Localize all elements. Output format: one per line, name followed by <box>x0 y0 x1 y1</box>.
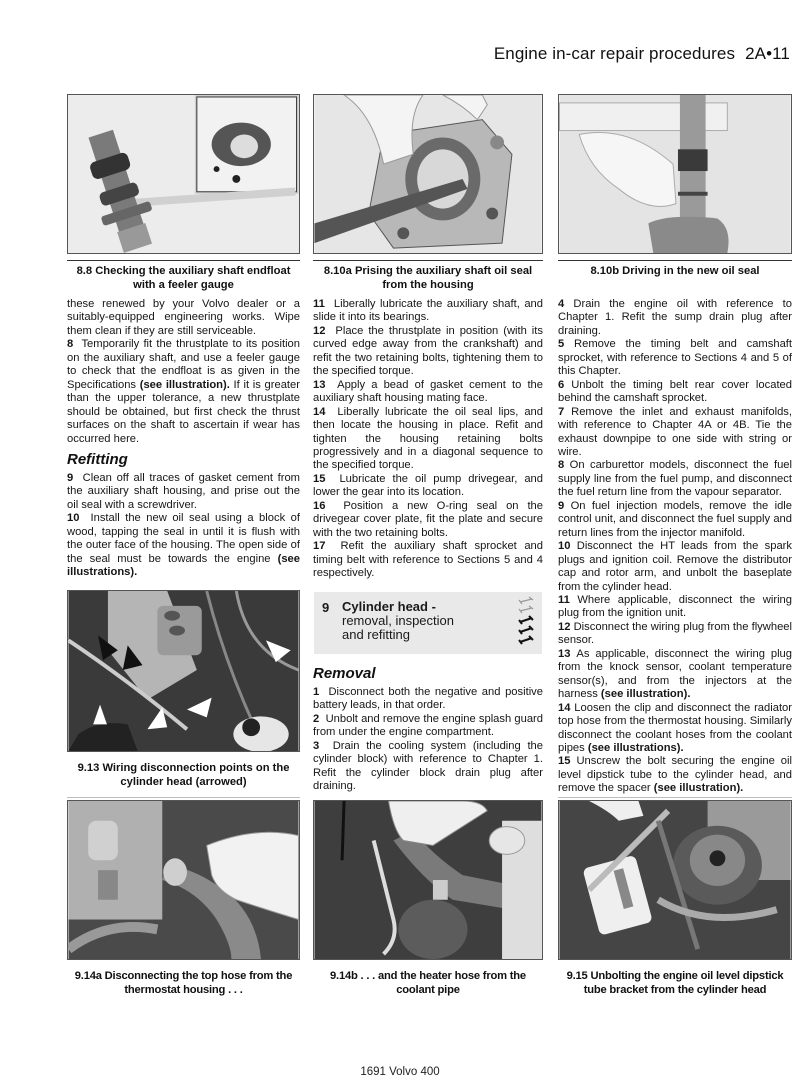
photo-9-15 <box>558 800 792 960</box>
text-column-2 <box>313 298 543 581</box>
paragraph-10: 10 Disconnect the HT leads from the spark plugs and ignition coil. Remove the distributor cap and rotor arm, and unbolt the baseplate from the cylinder head. <box>558 540 792 593</box>
paragraph-8: 8 On carburettor models, disconnect the fuel supply line from the fuel pump, and disconnect the fuel return line from the vapour separator. <box>558 459 793 499</box>
section-title: Cylinder head - removal, inspection and refitting <box>342 599 454 642</box>
caption-9-15: 9.15 Unbolting the engine oil level dipstick tube bracket from the cylinder head <box>566 970 784 996</box>
photo-8-8 <box>67 94 300 254</box>
paragraph-15: 15 Lubricate the oil pump drivegear, and lower the gear into its location. <box>313 472 543 499</box>
section-number: 9 <box>322 600 330 615</box>
caption-9-13: 9.13 Wiring disconnection points on the cylinder head (arrowed) <box>77 762 290 788</box>
paragraph-16: 16 Position a new O-ring seal on the drivegear cover plate, fit the plate and secure with the two retaining bolts. <box>313 499 543 539</box>
paragraph-removal-3: 3 Drain the cooling system (including the cylinder block) with reference to Chapter 1. Refit the cylinder block drain plug after draining. <box>313 739 544 793</box>
photo-9-14b <box>313 800 543 960</box>
paragraph-12: 12 Disconnect the wiring plug from the flywheel sensor. <box>558 620 793 647</box>
paragraph-10: 10 Install the new oil seal using a block of wood, tapping the seal in until it is flush with the outer face of the housing. The open side of the seal must be towards the engine (see illustrations). <box>67 512 301 579</box>
paragraph-11: 11 Liberally lubricate the auxiliary shaft, and slide it into its bearings. <box>313 298 543 324</box>
divider <box>558 797 792 798</box>
paragraph-13: 13 Apply a bead of gasket cement to the auxiliary shaft housing mating face. <box>313 378 543 405</box>
photo-8-10a <box>313 94 543 254</box>
page-reference: 2A•11 <box>745 44 790 63</box>
paragraph-14: 14 Liberally lubricate the oil seal lips, and then locate the housing in place. Refit and tighten the housing retaining bolts progressively and in a diagonal sequence to the specified torque. <box>313 405 544 472</box>
text-column-2-removal <box>313 660 543 794</box>
text-column-1 <box>67 298 300 580</box>
driving-oil-seal-photo-icon <box>559 95 791 253</box>
page-footer: 1691 Volvo 400 <box>360 1066 440 1078</box>
caption-8-10a: 8.10a Prising the auxiliary shaft oil seal from the housing <box>323 265 533 291</box>
paragraph-6: 6 Unbolt the timing belt rear cover located behind the camshaft sprocket. <box>558 378 792 405</box>
see-illustration-link[interactable]: (see illustration). <box>139 378 230 391</box>
paragraph-13: 13 As applicable, disconnect the wiring plug from the knock sensor, coolant temperature sensor(s), and from the injectors at the harness (see illustration). <box>558 647 793 701</box>
paragraph-8: 8 Temporarily fit the thrustplate to its position on the auxiliary shaft, and use a feeler gauge to check that the endfloat is as given in the Specifications (see illustration). If it is greater than the upper tolerance, a new thrustplate should be obtained, but first check the thrust surfaces on the shaft to ascertain if wear has occurred here. <box>67 338 301 445</box>
paragraph-4: 4 Drain the engine oil with reference to Chapter 1. Refit the sump drain plug after draining. <box>558 298 792 337</box>
section-heading-box <box>314 592 542 654</box>
subheading-removal: Removal <box>313 665 376 682</box>
see-illustration-link[interactable]: (see illustration). <box>653 782 744 795</box>
paragraph-5: 5 Remove the timing belt and camshaft sprocket, with reference to Sections 4 and 5 of this Chapter. <box>558 338 793 378</box>
difficulty-wrench-icon <box>518 596 534 650</box>
heater-hose-photo-icon <box>314 801 542 959</box>
chapter-title: Engine in-car repair procedures <box>493 44 736 63</box>
subheading-refitting: Refitting <box>67 450 128 468</box>
caption-8-10b: 8.10b Driving in the new oil seal <box>590 265 760 277</box>
see-illustrations-link[interactable]: (see illustrations). <box>587 741 684 754</box>
paragraph-removal-1: 1 Disconnect both the negative and positive battery leads, in that order. <box>313 686 543 712</box>
paragraph-7: 7 Remove the inlet and exhaust manifolds, with reference to Chapter 4A or 4B. Tie the exhaust downpipe to one side with string or wire. <box>558 405 792 458</box>
paragraph-9: 9 Clean off all traces of gasket cement from the auxiliary shaft housing, and prise out the oil seal with a screwdriver. <box>67 471 300 511</box>
paragraph-removal-2: 2 Unbolt and remove the engine splash guard from under the engine compartment. <box>313 712 543 739</box>
divider <box>313 260 543 261</box>
paragraph-14: 14 Loosen the clip and disconnect the radiator top hose from the thermostat housing. Similarly disconnect the coolant hoses from the coolant pipes (see illustrations). <box>558 701 793 754</box>
divider <box>558 260 792 261</box>
divider <box>67 797 300 798</box>
divider <box>67 260 300 261</box>
text-column-3 <box>558 298 792 796</box>
prising-oil-seal-photo-icon <box>314 95 542 253</box>
dipstick-bracket-photo-icon <box>559 801 791 959</box>
photo-9-13 <box>67 590 300 752</box>
caption-9-14b: 9.14b . . . and the heater hose from the coolant pipe <box>330 970 526 996</box>
caption-8-8: 8.8 Checking the auxiliary shaft endfloat with a feeler gauge <box>76 265 291 291</box>
engine-wiring-photo-icon <box>68 591 299 751</box>
paragraph-15: 15 Unscrew the bolt securing the engine oil level dipstick tube to the cylinder head, and remove the spacer (see illustration). <box>558 755 793 795</box>
paragraph-intro: these renewed by your Volvo dealer or a suitably-equipped engineering works. Wipe them clean if they are still serviceable. <box>67 298 300 337</box>
photo-9-14a <box>67 800 300 960</box>
paragraph-17: 17 Refit the auxiliary shaft sprocket and timing belt with reference to Sections 5 and 4 respectively. <box>313 540 543 580</box>
camshaft-feeler-gauge-photo-icon <box>68 95 299 253</box>
paragraph-9: 9 On fuel injection models, remove the idle control unit, and disconnect the fuel supply and return lines from the injector manifold. <box>558 499 793 539</box>
see-illustrations-link[interactable]: (see illustrations). <box>67 552 301 579</box>
page-header <box>494 44 790 64</box>
caption-9-14a: 9.14a Disconnecting the top hose from the thermostat housing . . . <box>74 970 293 996</box>
see-illustration-link[interactable]: (see illustration). <box>600 688 691 701</box>
paragraph-11: 11 Where applicable, disconnect the wiring plug from the ignition unit. <box>558 593 792 620</box>
top-hose-photo-icon <box>68 801 299 959</box>
paragraph-12: 12 Place the thrustplate in position (with its curved edge away from the crankshaft) and refit the two retaining bolts, tightening them to the specified torque. <box>313 324 543 378</box>
photo-8-10b <box>558 94 792 254</box>
